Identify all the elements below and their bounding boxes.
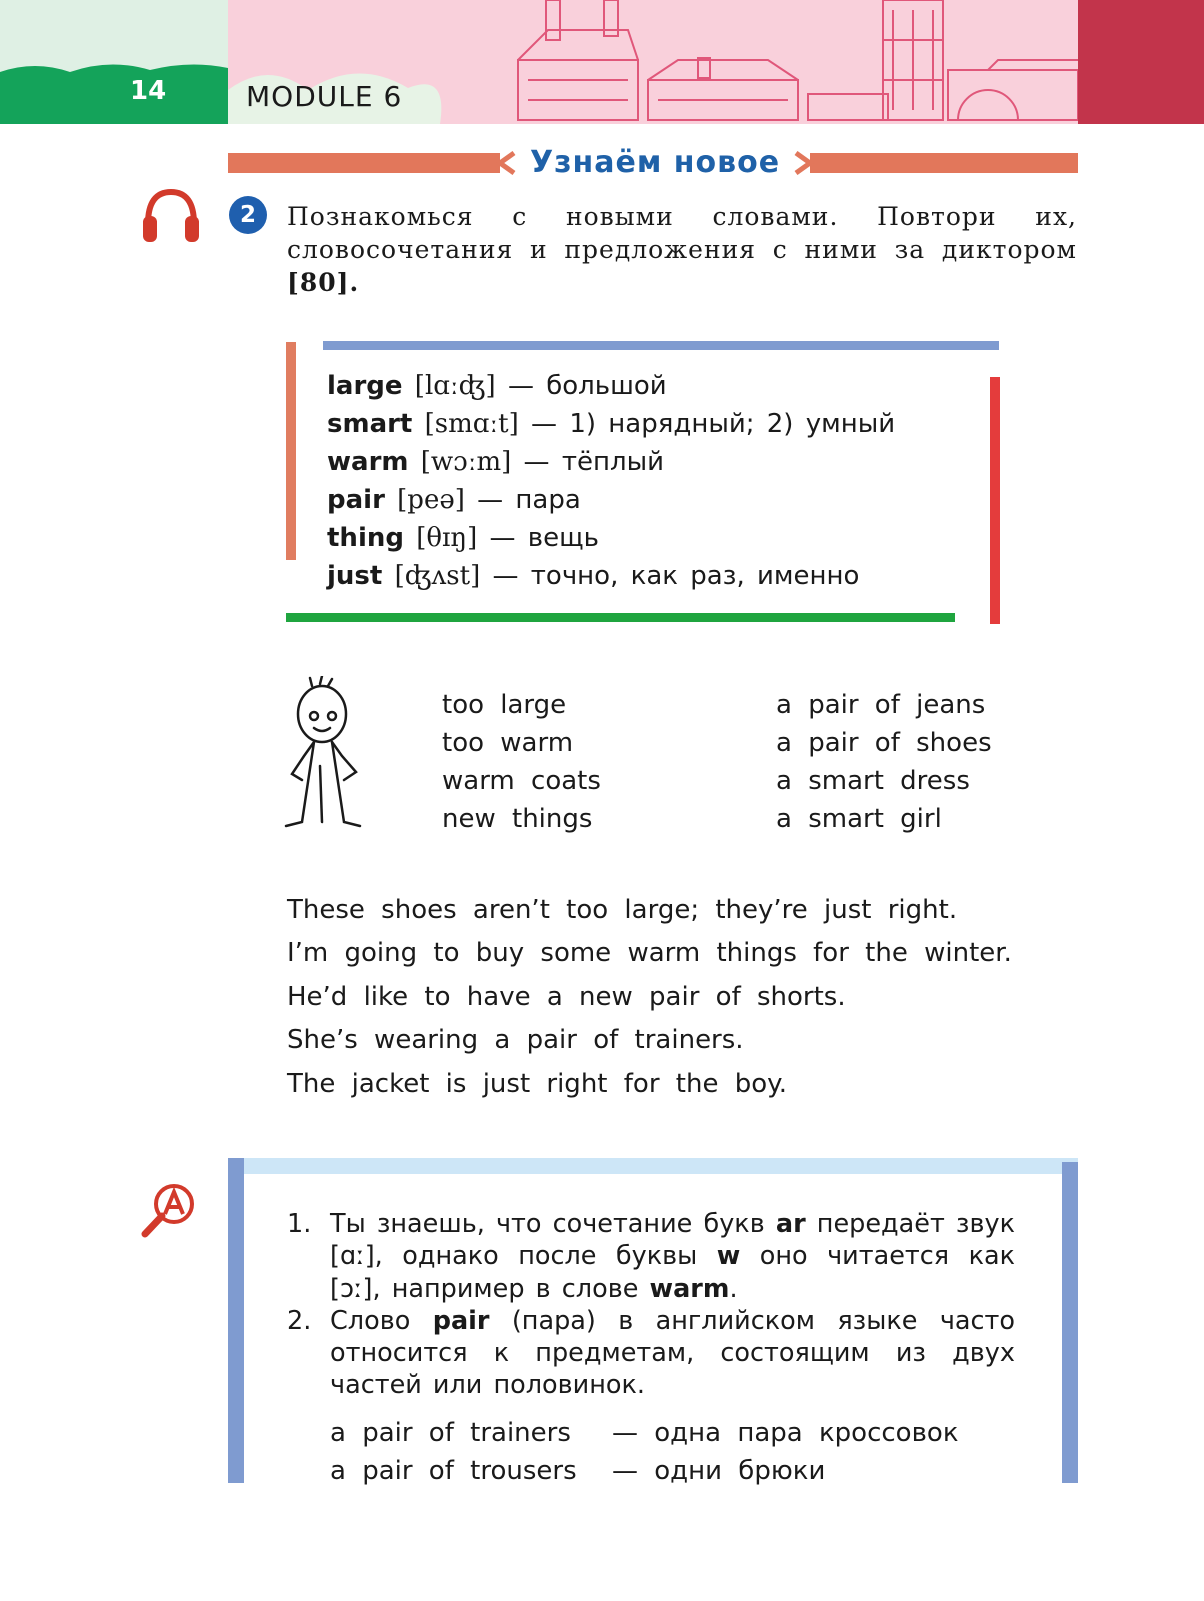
- headphones-icon: [140, 186, 202, 244]
- vocab-transcription: [ʤʌst]: [394, 561, 481, 591]
- note-box-top-border: [228, 1158, 1078, 1174]
- collocation-item: a pair of jeans: [776, 690, 986, 720]
- vocab-word: just: [327, 561, 383, 591]
- vocab-transcription: [wɔːm]: [420, 447, 512, 477]
- vocab-entry: [327, 485, 987, 523]
- vocab-transcription: [peə]: [397, 485, 465, 515]
- vocab-box-left-border: [286, 342, 296, 560]
- grammar-notes: [287, 1208, 1015, 1402]
- vocab-dash: —: [492, 561, 519, 591]
- task-instruction: [287, 200, 1077, 299]
- note-highlight: warm: [649, 1273, 730, 1304]
- pair-example: [330, 1418, 959, 1456]
- header-red-panel: [1078, 0, 1204, 124]
- note-text: Ты знаешь, что сочетание букв: [330, 1209, 765, 1239]
- vocab-dash: —: [477, 485, 504, 515]
- page-number: 14: [130, 76, 167, 106]
- stick-figure: [282, 676, 366, 834]
- vocab-entry: [327, 371, 987, 409]
- note-text: оно читается как [ɔː], например в слове: [330, 1241, 1015, 1304]
- example-dash: —: [612, 1418, 638, 1448]
- vocab-translation: пара: [515, 485, 581, 515]
- vocab-word: smart: [327, 409, 413, 439]
- note-item: [287, 1208, 1015, 1305]
- sentence: She’s wearing a pair of trainers.: [287, 1025, 744, 1056]
- note-highlight: pair: [432, 1305, 490, 1336]
- sentence: The jacket is just right for the boy.: [287, 1068, 788, 1099]
- example-sentences: [287, 895, 1012, 1112]
- vocab-translation: 1) нарядный; 2) умный: [569, 409, 896, 439]
- vocab-dash: —: [531, 409, 558, 439]
- sentence: These shoes aren’t too large; they’re just right.: [287, 895, 958, 925]
- module-label: MODULE 6: [246, 80, 403, 113]
- vocab-translation: точно, как раз, именно: [530, 561, 860, 591]
- note-box-right-border: [1062, 1162, 1078, 1483]
- magnifier-icon: [140, 1182, 198, 1240]
- vocab-dash: —: [489, 523, 516, 553]
- vocab-transcription: [smɑːt]: [424, 409, 519, 439]
- task-instruction-text: Познакомься с новыми словами. Повтори их, словосочетания и предложения с ними за диктором: [287, 202, 1077, 264]
- example-english: a pair of trousers: [330, 1456, 577, 1486]
- collocation-item: a pair of shoes: [776, 728, 992, 758]
- note-number: 2.: [287, 1305, 312, 1336]
- collocation-item: a smart girl: [776, 804, 942, 834]
- note-text: (пара) в английском языке часто относится к предметам, состоящим из двух частей или половинок.: [330, 1305, 1015, 1401]
- example-dash: —: [612, 1456, 638, 1486]
- vocab-entry: [327, 523, 987, 561]
- vocab-box-right-border: [990, 377, 1000, 624]
- collocations-left-column: [442, 690, 601, 842]
- vocab-transcription: [lɑːʤ]: [414, 371, 496, 401]
- note-text: Слово: [330, 1305, 411, 1336]
- vocab-translation: вещь: [527, 523, 599, 553]
- sentence: He’d like to have a new pair of shorts.: [287, 981, 846, 1012]
- vocab-dash: —: [523, 447, 550, 477]
- note-text: .: [729, 1273, 738, 1304]
- collocations-right-column: [776, 690, 992, 842]
- collocation-item: warm coats: [442, 766, 601, 796]
- vocab-dash: —: [507, 371, 534, 401]
- vocab-entry: [327, 561, 987, 599]
- note-item: [287, 1305, 1015, 1402]
- vocab-word: large: [327, 371, 403, 401]
- note-highlight: w: [716, 1241, 741, 1272]
- pair-examples: [330, 1418, 959, 1494]
- sentence: I’m going to buy some warm things for the winter.: [287, 938, 1012, 969]
- vocab-translation: тёплый: [561, 447, 664, 477]
- collocation-item: new things: [442, 804, 593, 834]
- vocab-box-top-border: [323, 341, 999, 350]
- note-box-left-border: [228, 1158, 244, 1483]
- pair-example: [330, 1456, 959, 1494]
- vocab-translation: большой: [546, 371, 667, 401]
- note-text: передаёт звук [ɑː], однако после буквы: [330, 1209, 1016, 1272]
- collocation-item: too large: [442, 690, 567, 720]
- vocab-word: pair: [327, 485, 385, 515]
- note-highlight: ar: [775, 1209, 806, 1239]
- note-number: 1.: [287, 1209, 312, 1239]
- vocabulary-list: [327, 371, 987, 599]
- vocab-box-bottom-border: [286, 613, 955, 622]
- vocab-entry: [327, 447, 987, 485]
- vocab-entry: [327, 409, 987, 447]
- vocab-word: thing: [327, 523, 404, 553]
- audio-track-reference: [80].: [287, 268, 360, 297]
- task-number-badge: 2: [229, 196, 267, 234]
- example-russian: одна пара кроссовок: [654, 1418, 959, 1448]
- section-title: Узнаём новое: [529, 145, 781, 180]
- example-english: a pair of trainers: [330, 1418, 571, 1448]
- example-russian: одни брюки: [654, 1456, 826, 1486]
- collocation-item: a smart dress: [776, 766, 970, 796]
- vocab-transcription: [θɪŋ]: [416, 523, 478, 553]
- vocab-word: warm: [327, 447, 409, 477]
- collocation-item: too warm: [442, 728, 574, 758]
